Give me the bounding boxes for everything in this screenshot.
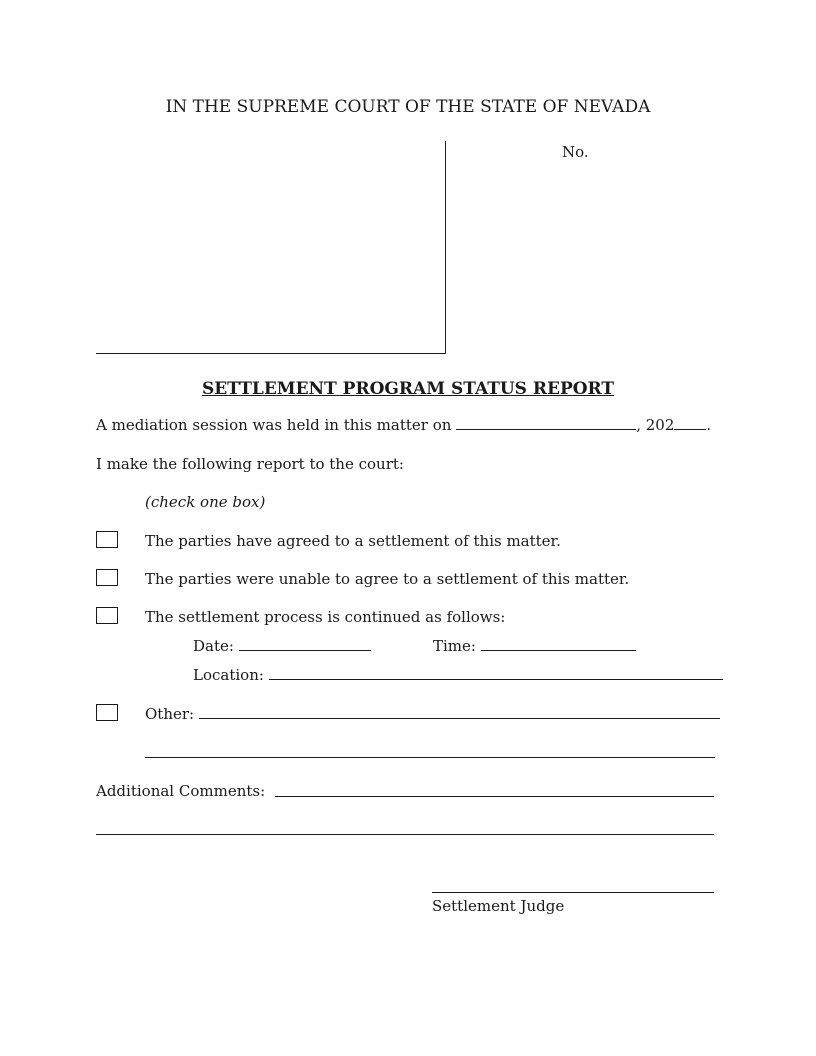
time-label: Time: [433,637,476,655]
other-checkbox[interactable] [96,704,118,721]
case-number-label: No. [562,143,589,161]
signature-label: Settlement Judge [432,897,565,915]
agreed-checkbox[interactable] [96,531,118,548]
continued-date-row [193,637,371,655]
time-field[interactable] [481,638,636,651]
signature-line[interactable] [432,892,714,893]
unable-checkbox[interactable] [96,569,118,586]
continued-option-label: The settlement process is continued as follows: [145,608,506,626]
caption-divider-vertical [445,141,446,354]
session-date-field[interactable] [456,417,636,430]
other-label: Other: [145,705,195,723]
other-field[interactable] [199,706,720,719]
court-title: IN THE SUPREME COURT OF THE STATE OF NEVADA [165,97,651,117]
report-title: SETTLEMENT PROGRAM STATUS REPORT [201,379,615,399]
additional-comments-continuation-line[interactable] [96,834,714,835]
check-instruction: (check one box) [145,493,266,511]
other-row [145,705,720,723]
continued-checkbox[interactable] [96,607,118,624]
year-prefix: , 202 [636,416,675,434]
report-intro: I make the following report to the court: [96,455,404,473]
session-year-field[interactable] [674,417,706,430]
agreed-option-label: The parties have agreed to a settlement of this matter. [145,532,561,550]
additional-comments-field[interactable] [275,796,714,797]
session-statement [96,416,711,434]
continued-location-row [193,666,723,684]
additional-comments-label: Additional Comments: [96,782,266,800]
date-field[interactable] [239,638,371,651]
caption-divider-horizontal [96,353,446,354]
continued-time-row [433,637,636,655]
date-label: Date: [193,637,234,655]
session-text: A mediation session was held in this matter on [96,416,452,434]
location-field[interactable] [269,667,723,680]
location-label: Location: [193,666,264,684]
other-continuation-line[interactable] [145,757,715,758]
unable-option-label: The parties were unable to agree to a settlement of this matter. [145,570,630,588]
session-period: . [706,416,712,434]
